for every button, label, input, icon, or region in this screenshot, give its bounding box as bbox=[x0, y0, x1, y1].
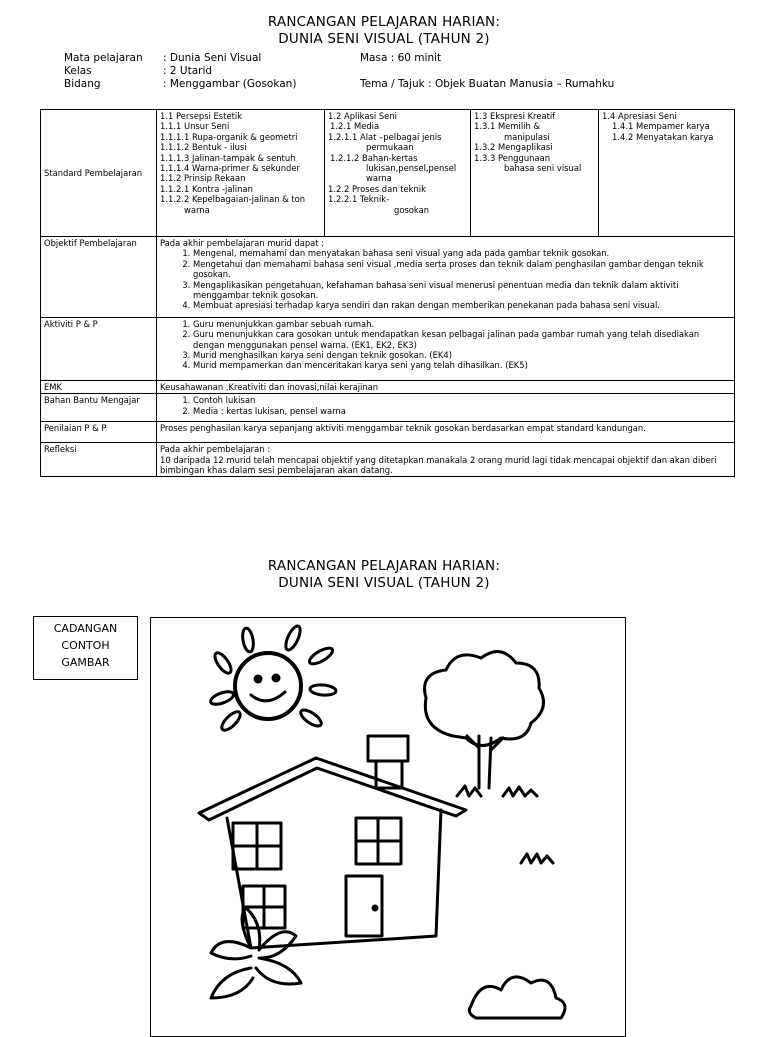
emk-label: EMK bbox=[41, 380, 157, 393]
standard-col-2 bbox=[325, 110, 471, 237]
objektif-list bbox=[160, 248, 731, 315]
refleksi-content bbox=[157, 443, 735, 477]
penilaian-label: Penilaian P & P bbox=[41, 422, 157, 443]
house-drawing bbox=[151, 618, 625, 1036]
list-item: bahasa seni visual bbox=[504, 163, 582, 174]
bidang-value: : Menggambar (Gosokan) bbox=[163, 78, 297, 90]
standard-col-1 bbox=[157, 110, 325, 237]
cadangan-line: CADANGAN bbox=[53, 622, 118, 635]
lesson-plan-table bbox=[40, 109, 735, 477]
list-item: 1.1.2 Prinsip Rekaan bbox=[160, 173, 246, 184]
list-item: 2. Media : kertas lukisan, pensel warna bbox=[193, 406, 731, 420]
page-2-title-line-1: RANCANGAN PELAJARAN HARIAN: bbox=[267, 558, 501, 574]
list-item: permukaan bbox=[366, 142, 414, 153]
list-item: 1.2.1.2 Bahan-kertas bbox=[330, 152, 418, 163]
objektif-content bbox=[157, 237, 735, 318]
penilaian-value: Proses penghasilan karya sepanjang aktiviti menggambar teknik gosokan berdasarkan empat standard kandungan. bbox=[157, 422, 735, 443]
sun-icon bbox=[209, 624, 336, 733]
list-item: 4. Membuat apresiasi terhadap karya sendiri dan rakan dengan memberikan penekanan pada bahasa seni visual. bbox=[193, 300, 731, 315]
list-item: warna bbox=[184, 204, 210, 215]
list-item: 3. Mengaplikasikan pengetahuan, kefahaman bahasa seni visual menerusi penentuan media dan teknik dalam aktiviti menggambar teknik gosokan. bbox=[193, 280, 731, 301]
list-item: 1.2.1.1 Alat –pelbagai jenis bbox=[328, 131, 442, 142]
list-item: lukisan,pensel,pensel bbox=[366, 163, 457, 174]
objektif-intro: Pada akhir pembelajaran murid dapat : bbox=[160, 238, 325, 248]
list-item: 2. Guru menunjukkan cara gosokan untuk mendapatkan kesan pelbagai jalinan pada gambar rumah yang telah disediakan dengan menggunakan pensel warna. (EK1, EK2, EK3) bbox=[193, 329, 731, 350]
house-icon bbox=[199, 736, 466, 948]
list-item: 1.3.1 Memilih & bbox=[474, 121, 540, 132]
bahan-list bbox=[160, 395, 731, 420]
list-item: warna bbox=[366, 173, 392, 184]
refleksi-line-1: Pada akhir pembelajaran : bbox=[160, 444, 271, 455]
page-title-line-1: RANCANGAN PELAJARAN HARIAN: bbox=[267, 14, 501, 30]
list-item: 1.2.1 Media bbox=[330, 121, 380, 132]
aktiviti-list bbox=[160, 319, 731, 379]
objektif-label: Objektif Pembelajaran bbox=[41, 237, 157, 318]
bahan-row bbox=[41, 394, 735, 422]
list-item: 1.4.2 Menyatakan karya bbox=[612, 131, 714, 142]
bahan-content bbox=[157, 394, 735, 422]
bidang-label: Bidang bbox=[64, 78, 101, 90]
list-item: 4. Murid mempamerkan dan menceritakan karya seni yang telah dihasilkan. (EK5) bbox=[193, 360, 731, 378]
list-item: gosokan bbox=[394, 204, 430, 215]
list-item: 1.3.2 Mengaplikasi bbox=[474, 142, 553, 153]
refleksi-row bbox=[41, 443, 735, 477]
list-item: 1.1.1.1 Rupa-organik & geometri bbox=[160, 131, 298, 142]
plant-icon bbox=[211, 908, 301, 998]
masa-value: Masa : 60 minit bbox=[360, 52, 442, 64]
list-item: 1.1 Persepsi Estetik bbox=[160, 111, 243, 121]
aktiviti-label: Aktiviti P & P bbox=[41, 317, 157, 380]
list-item: 1.3 Ekspresi Kreatif bbox=[474, 111, 556, 121]
bahan-label: Bahan Bantu Mengajar bbox=[41, 394, 157, 422]
mata-pelajaran-label: Mata pelajaran bbox=[64, 52, 143, 64]
tema-value: Tema / Tajuk : Objek Buatan Manusia – Rumahku bbox=[360, 78, 615, 90]
list-item: 1.1.1 Unsur Seni bbox=[160, 121, 230, 132]
standard-col-3 bbox=[471, 110, 599, 237]
kelas-label: Kelas bbox=[64, 65, 92, 77]
aktiviti-content bbox=[157, 317, 735, 380]
standard-row bbox=[41, 110, 735, 237]
list-item: 1. Mengenal, memahami dan menyatakan bahasa seni visual yang ada pada gambar teknik gosokan. bbox=[193, 248, 731, 258]
page-title-line-2: DUNIA SENI VISUAL (TAHUN 2) bbox=[278, 31, 490, 47]
penilaian-row bbox=[41, 422, 735, 443]
list-item: 1.1.1.4 Warna-primer & sekunder bbox=[160, 163, 300, 174]
list-item: 1. Contoh lukisan bbox=[193, 395, 731, 405]
list-item: 1.1.2.1 Kontra -jalinan bbox=[160, 183, 253, 194]
refleksi-label: Refleksi bbox=[41, 443, 157, 477]
mata-pelajaran-value: : Dunia Seni Visual bbox=[163, 52, 262, 64]
lesson-meta bbox=[64, 52, 744, 91]
list-item: 1.2.2 Proses dan teknik bbox=[328, 183, 426, 194]
page-2-title-line-2: DUNIA SENI VISUAL (TAHUN 2) bbox=[278, 575, 490, 591]
list-item: 1. Guru menunjukkan gambar sebuah rumah. bbox=[193, 319, 731, 329]
example-picture-frame bbox=[150, 617, 626, 1037]
cadangan-line: CONTOH bbox=[61, 639, 110, 652]
kelas-value: : 2 Utarid bbox=[163, 65, 213, 77]
list-item: 3. Murid menghasilkan karya seni dengan teknik gosokan. (EK4) bbox=[193, 350, 731, 360]
tree-icon bbox=[425, 652, 544, 796]
objektif-row bbox=[41, 237, 735, 318]
grass-icon bbox=[521, 854, 553, 863]
list-item: 1.1.1.2 Bentuk - ilusi bbox=[160, 142, 247, 153]
list-item: 1.1.2.2 Kepelbagaian-jalinan & ton bbox=[160, 194, 306, 205]
list-item: 1.2.2.1 Teknik- bbox=[328, 194, 390, 205]
refleksi-line-2: 10 daripada 12 murid telah mencapai objektif yang ditetapkan manakala 2 orang murid lagi tidak mencapai objektif dan akan diberi bimbingan khas dalam sesi pembelajaran akan datang. bbox=[160, 454, 717, 475]
list-item: 1.2 Aplikasi Seni bbox=[328, 111, 397, 121]
list-item: 1.4.1 Mempamer karya bbox=[612, 121, 710, 132]
list-item: 1.4 Apresiasi Seni bbox=[602, 111, 677, 121]
list-item: 2. Mengetahui dan memahami bahasa seni visual ,media serta proses dan teknik dalam penghasilan gambar dengan teknik gosokan. bbox=[193, 259, 731, 280]
standard-col-4 bbox=[599, 110, 735, 237]
cadangan-line: GAMBAR bbox=[61, 656, 110, 669]
list-item: 1.3.3 Penggunaan bbox=[474, 152, 551, 163]
list-item: manipulasi bbox=[504, 131, 550, 142]
list-item: 1.1.1.3 Jalinan-tampak & sentuh bbox=[160, 152, 296, 163]
emk-row bbox=[41, 380, 735, 393]
aktiviti-row bbox=[41, 317, 735, 380]
cadangan-box bbox=[33, 616, 138, 680]
standard-label: Standard Pembelajaran bbox=[41, 110, 157, 237]
emk-value: Keusahawanan ,Kreativiti dan inovasi,nilai kerajinan bbox=[157, 380, 735, 393]
bush-icon bbox=[469, 977, 565, 1018]
